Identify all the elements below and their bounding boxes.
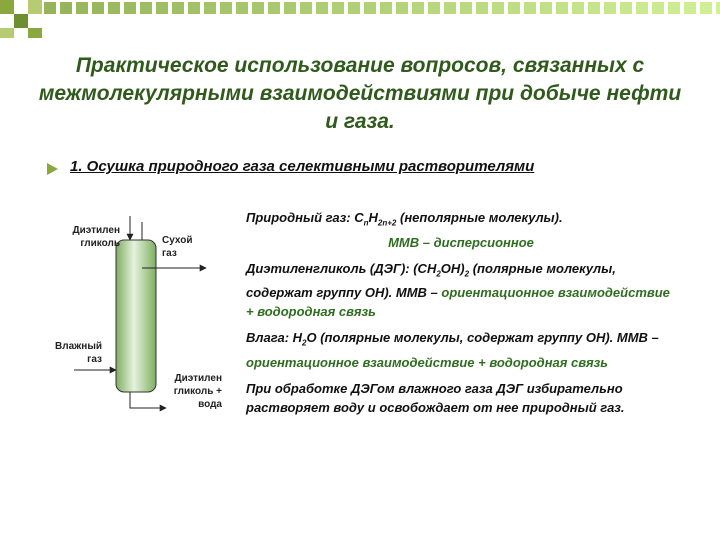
header-square — [396, 2, 408, 14]
header-decoration — [0, 0, 720, 40]
header-square — [188, 2, 200, 14]
header-square — [716, 2, 720, 14]
header-square — [172, 2, 184, 14]
header-square — [44, 2, 56, 14]
header-square — [476, 2, 488, 14]
header-square — [252, 2, 264, 14]
header-square — [300, 2, 312, 14]
header-square — [220, 2, 232, 14]
mmv-dispersion: ММВ – дисперсионное — [388, 234, 534, 250]
slide-title: Практическое использование вопросов, связанных с межмолекулярными взаимодействиями при добыче нефти и газа. — [38, 54, 682, 133]
header-square — [444, 2, 456, 14]
explanation-text — [246, 208, 676, 424]
header-square — [684, 2, 696, 14]
header-square — [668, 2, 680, 14]
header-square — [412, 2, 424, 14]
absorber-diagram — [30, 210, 240, 420]
dry-gas-label: Сухой газ — [162, 235, 193, 259]
deg-inlet-label: Диэтилен гликоль — [72, 225, 120, 249]
header-square — [76, 2, 88, 14]
header-square — [236, 2, 248, 14]
header-square — [108, 2, 120, 14]
moisture-paragraph: Влага: $Н_2О$ (полярные молекулы, содержат группу ОН). ММВ – ориентационное взаимодействие + водородная связь — [246, 330, 659, 370]
header-square — [92, 2, 104, 14]
header-square — [604, 2, 616, 14]
header-square — [140, 2, 152, 14]
header-square — [380, 2, 392, 14]
header-square — [156, 2, 168, 14]
header-square — [460, 2, 472, 14]
header-square — [60, 2, 72, 14]
bullet-item: 1. Осушка природного газа селективными растворителями — [70, 158, 535, 175]
header-square — [700, 2, 712, 14]
header-square — [364, 2, 376, 14]
header-square — [556, 2, 568, 14]
deg-water-label: Диэтилен гликоль + вода — [173, 373, 222, 410]
header-square — [540, 2, 552, 14]
header-square — [572, 2, 584, 14]
header-square — [652, 2, 664, 14]
header-square — [332, 2, 344, 14]
deg-paragraph: Диэтиленгликоль (ДЭГ): $(СН_2ОН)_2$ (полярные молекулы, содержат группу ОН). ММВ – ориентационное взаимодействие + водородная связь — [246, 260, 670, 320]
header-square — [204, 2, 216, 14]
header-square — [620, 2, 632, 14]
conclusion-paragraph: При обработке ДЭГом влажного газа ДЭГ избирательно растворяет воду и освобождает от нее природный газ. — [246, 380, 625, 415]
header-square — [428, 2, 440, 14]
header-square — [524, 2, 536, 14]
header-square — [284, 2, 296, 14]
wet-gas-label: Влажный газ — [55, 341, 102, 365]
natural-gas-paragraph: Природный газ: $С_nН_{2n+2}$ (неполярные молекулы). ММВ – дисперсионное — [246, 208, 676, 252]
header-square — [588, 2, 600, 14]
header-square — [124, 2, 136, 14]
header-square — [508, 2, 520, 14]
header-square — [348, 2, 360, 14]
header-square — [268, 2, 280, 14]
bullet-icon — [47, 163, 58, 175]
header-square — [636, 2, 648, 14]
header-square — [492, 2, 504, 14]
absorber-column — [116, 240, 156, 392]
header-square — [316, 2, 328, 14]
